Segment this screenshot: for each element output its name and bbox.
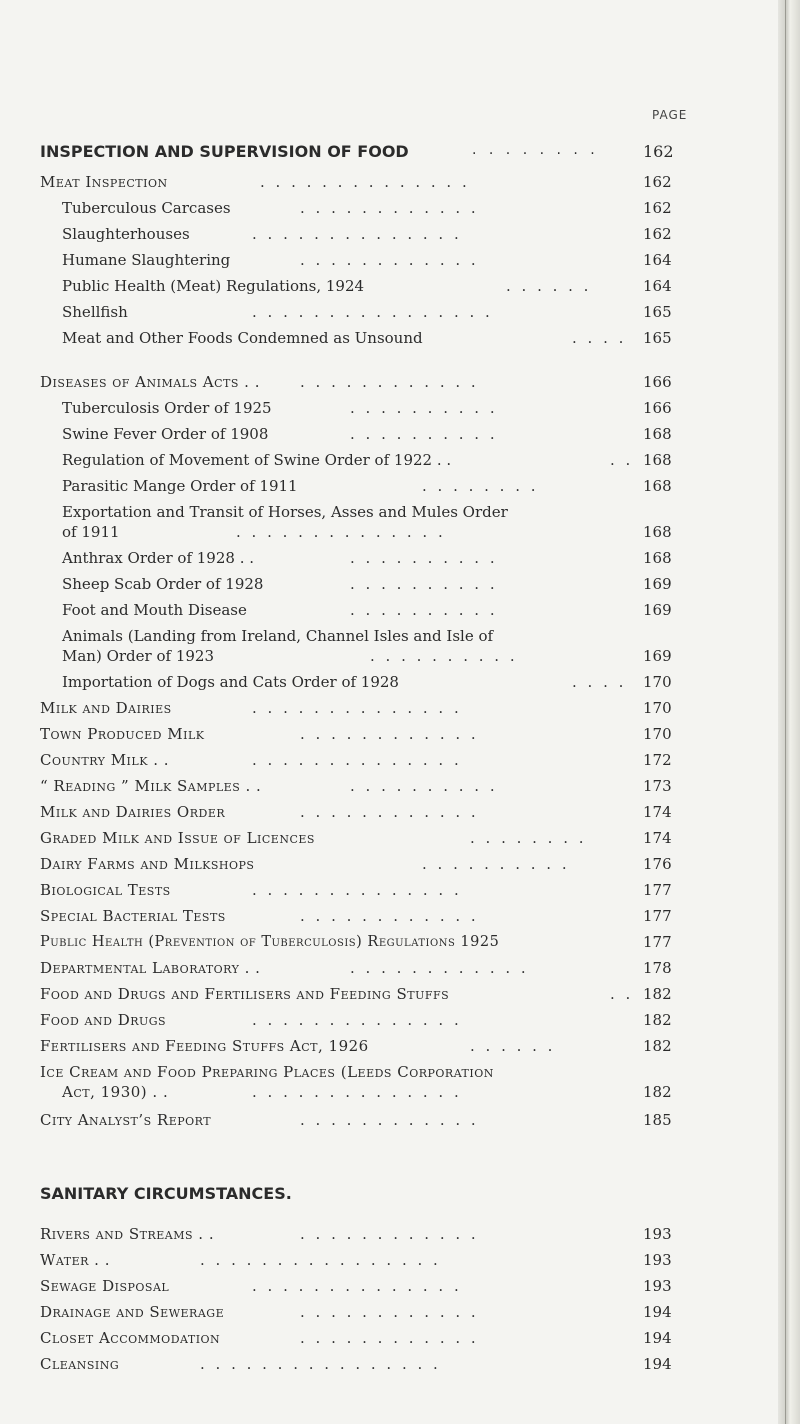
- entry-title: Graded Milk and Issue of Licences: [40, 829, 315, 847]
- entry-title: Milk and Dairies: [40, 699, 172, 717]
- page-number: 168: [643, 477, 672, 495]
- entry-title: Swine Fever Order of 1908: [62, 425, 269, 443]
- page-number: 166: [643, 373, 672, 391]
- entry-title: Meat and Other Foods Condemned as Unsound: [62, 329, 423, 347]
- page-number: 177: [643, 933, 672, 951]
- leader-dots: . . . . . . . . . . . . . .: [252, 225, 462, 243]
- entry-title: Diseases of Animals Acts . .: [40, 373, 260, 391]
- page-number: 165: [643, 329, 672, 347]
- leader-dots: . . . . . . . . . . . . . .: [252, 1083, 462, 1101]
- entry-title: Animals (Landing from Ireland, Channel Isles and Isle of: [62, 627, 494, 645]
- leader-dots: . . . . . .: [506, 277, 592, 295]
- entry-title-continued: Man) Order of 1923: [62, 647, 214, 665]
- page-number: 194: [643, 1303, 672, 1321]
- entry-title: Exportation and Transit of Horses, Asses and Mules Order: [62, 503, 508, 521]
- page-column-label: PAGE: [652, 108, 688, 122]
- page-number: 164: [643, 251, 672, 269]
- entry-title: Importation of Dogs and Cats Order of 1928: [62, 673, 399, 691]
- page-number: 177: [643, 907, 672, 925]
- leader-dots: . . . . . . . . . . . . . . . .: [200, 1251, 441, 1269]
- entry-title: Meat Inspection: [40, 173, 168, 191]
- toc-entry: [40, 502, 760, 542]
- toc-entry: [40, 626, 760, 666]
- toc-entry: [40, 1062, 760, 1102]
- page-number: 174: [643, 829, 672, 847]
- leader-dots: . . . . . . . . . . . . . .: [252, 881, 462, 899]
- leader-dots: . . . . . . . . . .: [350, 575, 498, 593]
- page-number: 162: [643, 199, 672, 217]
- entry-title-continued: of 1911: [62, 523, 120, 541]
- leader-dots: . . . .: [572, 329, 627, 347]
- entry-title: Humane Slaughtering: [62, 251, 231, 269]
- leader-dots: . . . . . . . . . . . .: [350, 959, 529, 977]
- entry-title: Closet Accommodation: [40, 1329, 221, 1347]
- entry-title: Departmental Laboratory . .: [40, 959, 261, 977]
- entry-title: Rivers and Streams . .: [40, 1225, 215, 1243]
- leader-dots: . . . . . . . . . . . .: [300, 251, 479, 269]
- leader-dots: . . . . . . . . . . . . . .: [252, 751, 462, 769]
- page-number: 176: [643, 855, 672, 873]
- leader-dots: . . . . . . . . . . . . . .: [252, 1011, 462, 1029]
- entry-title: Sheep Scab Order of 1928: [62, 575, 264, 593]
- page-number: 169: [643, 601, 672, 619]
- entry-title: Tuberculous Carcases: [62, 199, 231, 217]
- page-number: 178: [643, 959, 672, 977]
- entry-title: Slaughterhouses: [62, 225, 190, 243]
- page-number: 170: [643, 725, 672, 743]
- leader-dots: . . . . . . . . . . . .: [300, 1329, 479, 1347]
- page-number: 162: [643, 142, 674, 161]
- leader-dots: . .: [610, 985, 634, 1003]
- page-edge: [778, 0, 800, 1424]
- page-number: 166: [643, 399, 672, 417]
- page-number: 173: [643, 777, 672, 795]
- leader-dots: . . . . . . . . . . . . . .: [236, 523, 446, 541]
- page-number: 185: [643, 1111, 672, 1129]
- page-number: 182: [643, 1037, 672, 1055]
- page-number: 174: [643, 803, 672, 821]
- entry-title: Parasitic Mange Order of 1911: [62, 477, 298, 495]
- section-heading-sanitary: [40, 1184, 760, 1210]
- entry-title: Anthrax Order of 1928 . .: [62, 549, 255, 567]
- page-number: 170: [643, 673, 672, 691]
- entry-title: Public Health (Prevention of Tuberculosis) Regulations 1925: [40, 934, 500, 950]
- leader-dots: . . . . . . . . . . . . . .: [260, 173, 470, 191]
- page-number: 193: [643, 1277, 672, 1295]
- entry-title: Food and Drugs: [40, 1011, 167, 1029]
- entry-title: Cleansing: [40, 1355, 120, 1373]
- leader-dots: . . . . . . . . . . . .: [300, 1303, 479, 1321]
- page-number: 168: [643, 549, 672, 567]
- entry-title: Tuberculosis Order of 1925: [62, 399, 272, 417]
- leader-dots: . . . . . . . . . .: [350, 777, 498, 795]
- page-number: 164: [643, 277, 672, 295]
- leader-dots: . . . . . . . .: [472, 142, 599, 158]
- page-number: 172: [643, 751, 672, 769]
- leader-dots: . . . . . . . . . .: [422, 855, 570, 873]
- entry-title: City Analyst’s Report: [40, 1111, 212, 1129]
- leader-dots: . . . . . . . . . .: [350, 549, 498, 567]
- page-number: 194: [643, 1355, 672, 1373]
- entry-title: Water . .: [40, 1251, 110, 1269]
- page-number: 165: [643, 303, 672, 321]
- leader-dots: . . . . . . . . . . . .: [300, 373, 479, 391]
- entry-title: Food and Drugs and Fertilisers and Feeding Stuffs: [40, 985, 450, 1003]
- leader-dots: . . . . . . . . . . . . . . . .: [200, 1355, 441, 1373]
- entry-title: Ice Cream and Food Preparing Places (Leeds Corporation: [40, 1063, 494, 1081]
- entry-title: Country Milk . .: [40, 751, 169, 769]
- leader-dots: . . . . . . . . . . . . . . . .: [252, 303, 493, 321]
- entry-title: Drainage and Sewerage: [40, 1303, 225, 1321]
- leader-dots: . .: [610, 451, 634, 469]
- leader-dots: . . . . . . . . . . . .: [300, 1225, 479, 1243]
- section-heading-title: INSPECTION AND SUPERVISION OF FOOD: [40, 142, 409, 161]
- entry-title: Biological Tests: [40, 881, 171, 899]
- section-heading-title: SANITARY CIRCUMSTANCES.: [40, 1184, 292, 1203]
- page-number: 194: [643, 1329, 672, 1347]
- page-number: 169: [643, 647, 672, 665]
- leader-dots: . . . . . . . . . .: [350, 425, 498, 443]
- page-number: 193: [643, 1251, 672, 1269]
- leader-dots: . . . . . .: [470, 1037, 556, 1055]
- page-number: 168: [643, 451, 672, 469]
- page-number: 170: [643, 699, 672, 717]
- leader-dots: . . . . . . . . . .: [350, 399, 498, 417]
- page-number: 169: [643, 575, 672, 593]
- leader-dots: . . . . . . . . . . . .: [300, 1111, 479, 1129]
- leader-dots: . . . . . . . . . . . .: [300, 907, 479, 925]
- leader-dots: . . . . . . . . . . . .: [300, 199, 479, 217]
- page-number: 182: [643, 1011, 672, 1029]
- entry-title: Public Health (Meat) Regulations, 1924: [62, 277, 365, 295]
- leader-dots: . . . . . . . . . .: [370, 647, 518, 665]
- leader-dots: . . . . . . . .: [422, 477, 539, 495]
- leader-dots: . . . . . . . . . . . .: [300, 803, 479, 821]
- entry-title: Milk and Dairies Order: [40, 803, 226, 821]
- section-heading-food-inspection: [40, 142, 760, 168]
- leader-dots: . . . . . . . . . .: [350, 601, 498, 619]
- entry-title: “ Reading ” Milk Samples . .: [40, 777, 262, 795]
- page-number: 168: [643, 523, 672, 541]
- page-number: 182: [643, 1083, 672, 1101]
- entry-title-continued: Act, 1930) . .: [62, 1083, 169, 1101]
- entry-title: Special Bacterial Tests: [40, 907, 226, 925]
- leader-dots: . . . . . . . . . . . . . .: [252, 699, 462, 717]
- entry-title: Town Produced Milk: [40, 725, 205, 743]
- page-number: 168: [643, 425, 672, 443]
- page-number: 182: [643, 985, 672, 1003]
- leader-dots: . . . . . . . . . . . .: [300, 725, 479, 743]
- leader-dots: . . . .: [572, 673, 627, 691]
- entry-title: Shellfish: [62, 303, 128, 321]
- leader-dots: . . . . . . . .: [470, 829, 587, 847]
- entry-title: Regulation of Movement of Swine Order of 1922 . .: [62, 451, 452, 469]
- leader-dots: . . . . . . . . . . . . . .: [252, 1277, 462, 1295]
- entry-title: Dairy Farms and Milkshops: [40, 855, 255, 873]
- entry-title: Sewage Disposal: [40, 1277, 170, 1295]
- page-number: 177: [643, 881, 672, 899]
- entry-title: Foot and Mouth Disease: [62, 601, 247, 619]
- page-number: 162: [643, 225, 672, 243]
- page-number: 193: [643, 1225, 672, 1243]
- page-number: 162: [643, 173, 672, 191]
- page-edge-line: [785, 0, 786, 1424]
- entry-title: Fertilisers and Feeding Stuffs Act, 1926: [40, 1037, 369, 1055]
